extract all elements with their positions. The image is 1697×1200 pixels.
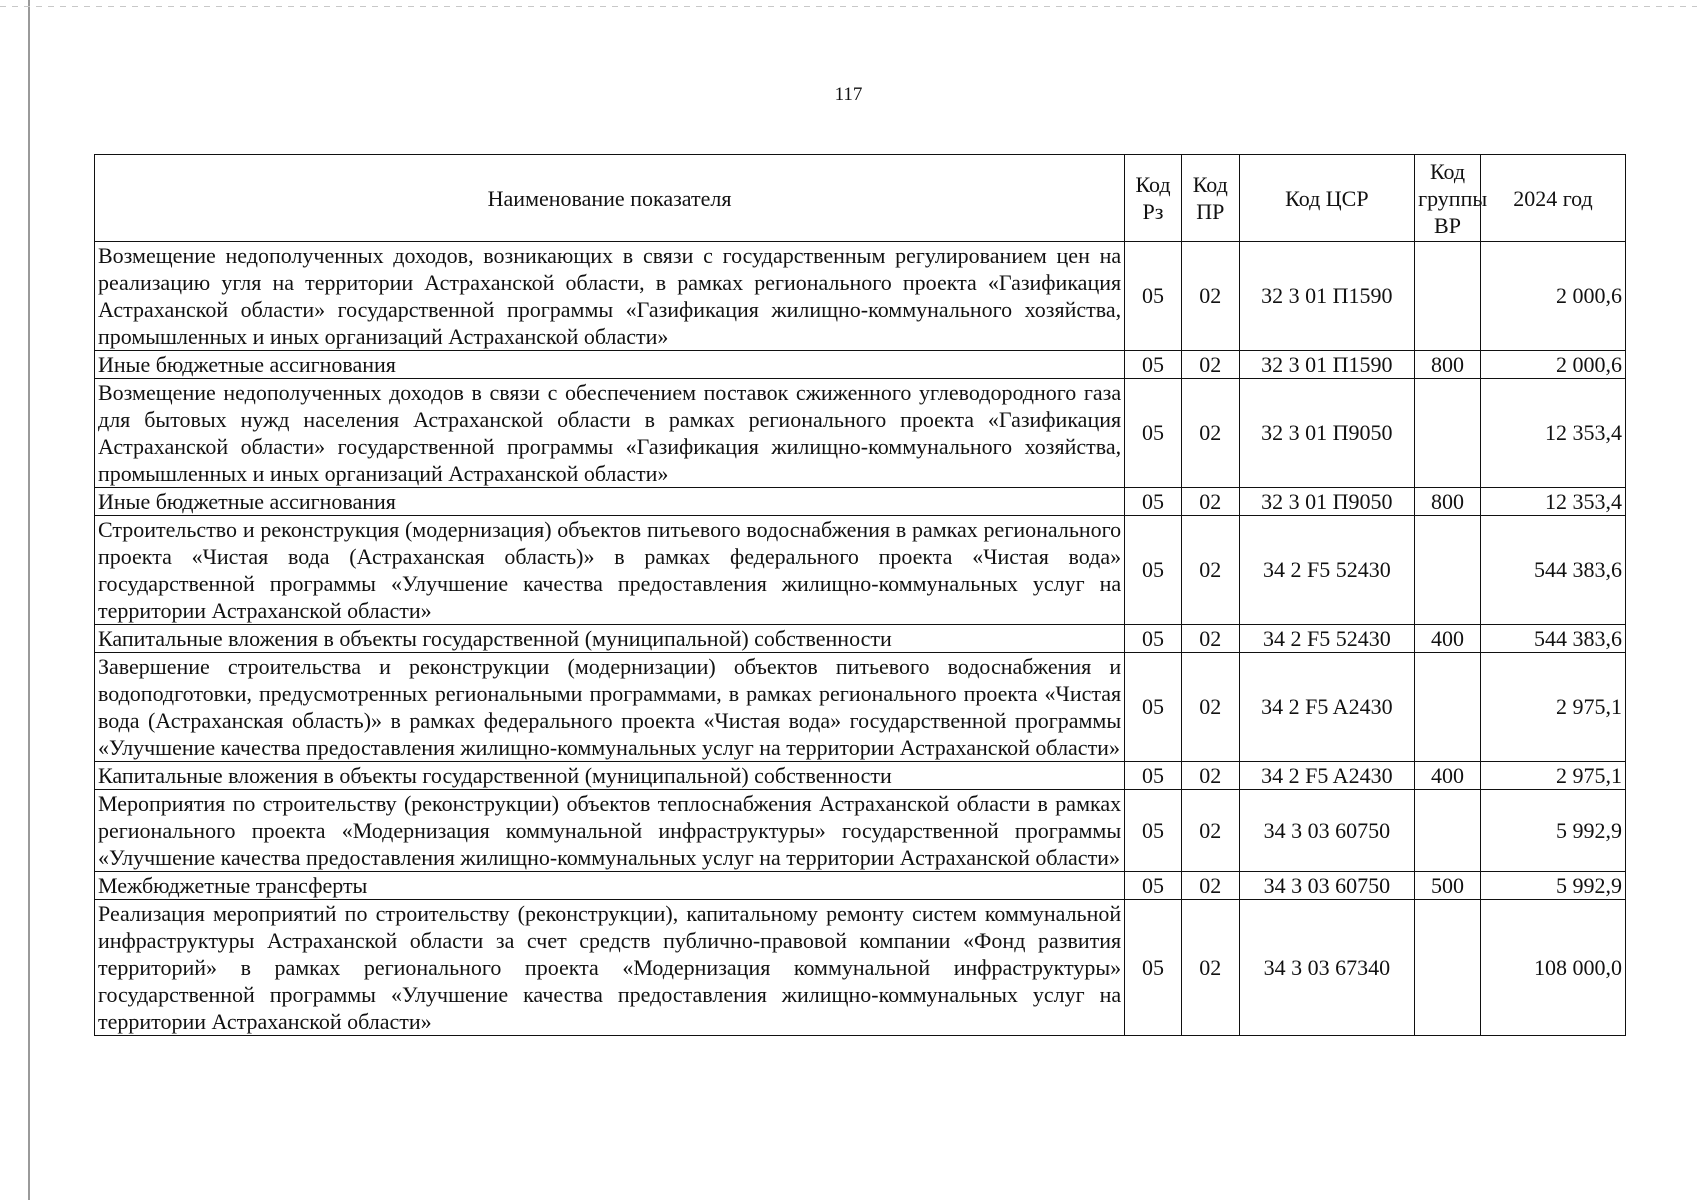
row-vr: 400 xyxy=(1415,625,1481,653)
row-pr: 02 xyxy=(1181,379,1239,488)
row-csr: 34 2 F5 A2430 xyxy=(1239,762,1414,790)
row-vr xyxy=(1415,242,1481,351)
row-vr: 800 xyxy=(1415,351,1481,379)
row-amount: 544 383,6 xyxy=(1480,516,1625,625)
row-rz: 05 xyxy=(1125,872,1182,900)
row-rz: 05 xyxy=(1125,790,1182,872)
row-csr: 34 3 03 60750 xyxy=(1239,872,1414,900)
row-name: Капитальные вложения в объекты государственной (муниципальной) собственности xyxy=(95,625,1125,653)
row-pr: 02 xyxy=(1181,790,1239,872)
row-amount: 2 975,1 xyxy=(1480,762,1625,790)
row-amount: 2 975,1 xyxy=(1480,653,1625,762)
row-pr: 02 xyxy=(1181,351,1239,379)
row-csr: 34 2 F5 52430 xyxy=(1239,625,1414,653)
row-csr: 32 3 01 П9050 xyxy=(1239,379,1414,488)
row-amount: 2 000,6 xyxy=(1480,242,1625,351)
row-rz: 05 xyxy=(1125,900,1182,1036)
row-amount: 5 992,9 xyxy=(1480,790,1625,872)
table-header-row xyxy=(95,155,1626,242)
header-vr: Код группы ВР xyxy=(1415,155,1481,242)
table-row xyxy=(95,790,1626,872)
table-row xyxy=(95,872,1626,900)
header-pr: Код ПР xyxy=(1181,155,1239,242)
row-vr: 500 xyxy=(1415,872,1481,900)
row-name: Возмещение недополученных доходов в связи с обеспечением поставок сжиженного углеводородного газа для бытовых нужд населения Астраханской области в рамках регионального проекта «Газификация Астраханской области» государственной программы «Газификация жилищно-коммунального хозяйства, промышленных и иных организаций Астраханской области» xyxy=(95,379,1125,488)
table-row xyxy=(95,653,1626,762)
row-pr: 02 xyxy=(1181,653,1239,762)
row-rz: 05 xyxy=(1125,242,1182,351)
row-name: Реализация мероприятий по строительству (реконструкции), капитальному ремонту систем коммунальной инфраструктуры Астраханской области за счет средств публично-правовой компании «Фонд развития территорий» в рамках регионального проекта «Модернизация коммунальной инфраструктуры» государственной программы «Улучшение качества предоставления жилищно-коммунальных услуг на территории Астраханской области» xyxy=(95,900,1125,1036)
row-vr xyxy=(1415,379,1481,488)
row-pr: 02 xyxy=(1181,872,1239,900)
table-row xyxy=(95,351,1626,379)
row-pr: 02 xyxy=(1181,488,1239,516)
row-name: Строительство и реконструкция (модернизация) объектов питьевого водоснабжения в рамках регионального проекта «Чистая вода (Астраханская область)» в рамках федерального проекта «Чистая вода» государственной программы «Улучшение качества предоставления жилищно-коммунальных услуг на территории Астраханской области» xyxy=(95,516,1125,625)
row-vr xyxy=(1415,516,1481,625)
row-pr: 02 xyxy=(1181,625,1239,653)
row-rz: 05 xyxy=(1125,762,1182,790)
row-vr: 400 xyxy=(1415,762,1481,790)
table-row xyxy=(95,488,1626,516)
table-row xyxy=(95,379,1626,488)
row-name: Иные бюджетные ассигнования xyxy=(95,488,1125,516)
table-row xyxy=(95,516,1626,625)
row-name: Завершение строительства и реконструкции (модернизации) объектов питьевого водоснабжения и водоподготовки, предусмотренных региональными программами, в рамках регионального проекта «Чистая вода (Астраханская область)» в рамках федерального проекта «Чистая вода» государственной программы «Улучшение качества предоставления жилищно-коммунальных услуг на территории Астраханской области» xyxy=(95,653,1125,762)
table-row xyxy=(95,242,1626,351)
header-rz: Код Рз xyxy=(1125,155,1182,242)
row-name: Мероприятия по строительству (реконструкции) объектов теплоснабжения Астраханской области в рамках регионального проекта «Модернизация коммунальной инфраструктуры» государственной программы «Улучшение качества предоставления жилищно-коммунальных услуг на территории Астраханской области» xyxy=(95,790,1125,872)
row-csr: 32 3 01 П1590 xyxy=(1239,242,1414,351)
row-name: Капитальные вложения в объекты государственной (муниципальной) собственности xyxy=(95,762,1125,790)
row-vr xyxy=(1415,900,1481,1036)
row-amount: 108 000,0 xyxy=(1480,900,1625,1036)
row-pr: 02 xyxy=(1181,242,1239,351)
row-rz: 05 xyxy=(1125,488,1182,516)
row-csr: 34 3 03 67340 xyxy=(1239,900,1414,1036)
table-row xyxy=(95,900,1626,1036)
row-rz: 05 xyxy=(1125,653,1182,762)
row-pr: 02 xyxy=(1181,762,1239,790)
budget-table xyxy=(94,154,1626,1036)
row-amount: 2 000,6 xyxy=(1480,351,1625,379)
row-amount: 544 383,6 xyxy=(1480,625,1625,653)
header-csr: Код ЦСР xyxy=(1239,155,1414,242)
row-csr: 32 3 01 П1590 xyxy=(1239,351,1414,379)
table-row xyxy=(95,625,1626,653)
table-row xyxy=(95,762,1626,790)
row-csr: 32 3 01 П9050 xyxy=(1239,488,1414,516)
header-year: 2024 год xyxy=(1480,155,1625,242)
scan-edge-left xyxy=(28,0,30,1200)
row-amount: 12 353,4 xyxy=(1480,379,1625,488)
header-name: Наименование показателя xyxy=(95,155,1125,242)
row-name: Возмещение недополученных доходов, возникающих в связи с государственным регулированием цен на реализацию угля на территории Астраханской области, в рамках регионального проекта «Газификация Астраханской области» государственной программы «Газификация жилищно-коммунального хозяйства, промышленных и иных организаций Астраханской области» xyxy=(95,242,1125,351)
row-csr: 34 2 F5 A2430 xyxy=(1239,653,1414,762)
row-name: Иные бюджетные ассигнования xyxy=(95,351,1125,379)
row-vr xyxy=(1415,790,1481,872)
row-pr: 02 xyxy=(1181,516,1239,625)
row-name: Межбюджетные трансферты xyxy=(95,872,1125,900)
row-csr: 34 2 F5 52430 xyxy=(1239,516,1414,625)
row-rz: 05 xyxy=(1125,379,1182,488)
row-vr: 800 xyxy=(1415,488,1481,516)
row-rz: 05 xyxy=(1125,351,1182,379)
row-rz: 05 xyxy=(1125,625,1182,653)
row-pr: 02 xyxy=(1181,900,1239,1036)
row-csr: 34 3 03 60750 xyxy=(1239,790,1414,872)
row-amount: 12 353,4 xyxy=(1480,488,1625,516)
row-rz: 05 xyxy=(1125,516,1182,625)
scan-edge-top xyxy=(0,6,1697,7)
row-amount: 5 992,9 xyxy=(1480,872,1625,900)
page-number: 117 xyxy=(834,84,863,105)
row-vr xyxy=(1415,653,1481,762)
